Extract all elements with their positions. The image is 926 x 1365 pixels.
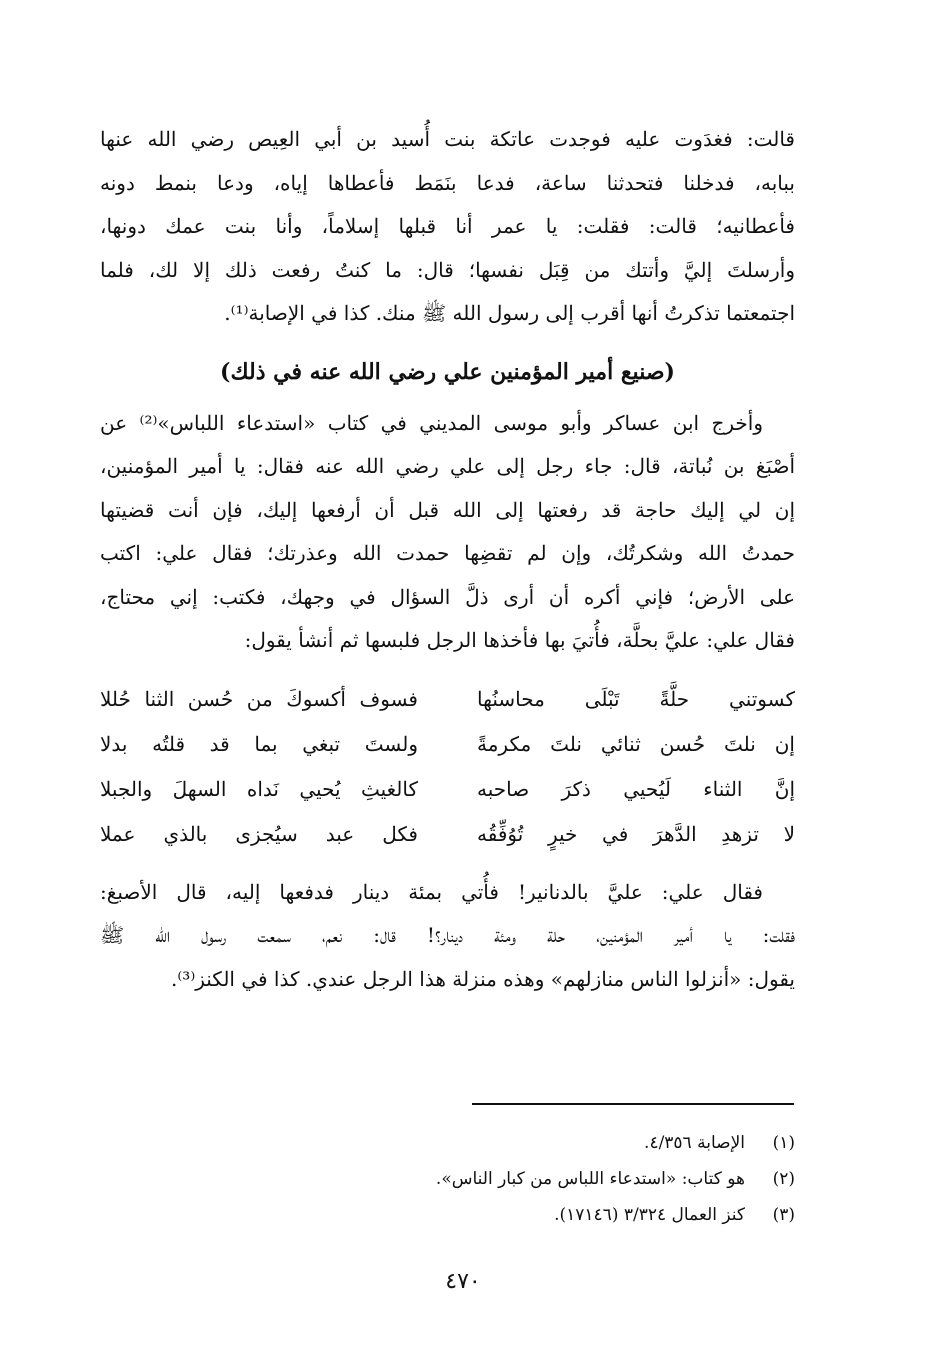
text-line: فأعطانيه؛ قالت: فقلت: يا عمر أنا قبلها إسلاماً، وأنا بنت عمك دونها، [100,214,795,238]
main-paragraph [100,402,795,663]
top-paragraph [100,118,795,336]
section-heading: (صنيع أمير المؤمنين علي رضي الله عنه في ذلك) [220,358,675,385]
footnote-text: كنز العمال ٣/٣٢٤ (١٧١٤٦). [554,1205,745,1225]
text-line: على الأرض؛ فإني أكره أن أرى ذلَّ السؤال في وجهك، فكتب: إني محتاج، [100,584,795,609]
footnote-number: (١) [772,1133,795,1153]
footnote-divider [472,1103,794,1105]
text-line: ببابه، فدخلنا فتحدثنا ساعة، فدعا بنَمَط فأعطاها إياه، ودعا بنمط دونه [100,170,795,195]
footnote-number: (٣) [772,1205,795,1225]
footnotes [300,1125,795,1233]
footnote [300,1125,795,1161]
text-line: يقول: «أنزلوا الناس منازلهم» وهذه منزلة هذا الرجل عندي. كذا في الكنز⁽³⁾. [171,966,795,991]
poem [100,677,795,857]
poem-verse [100,722,795,767]
text-line: فقال علي: عليَّ بحلَّة، فأُتيَ بها فأخذها الرجل فلبسها ثم أنشأ يقول: [244,628,795,652]
text-line: اجتمعتما تذكرتُ أنها أقرب إلى رسول الله ﷺ منك. كذا في الإصابة⁽¹⁾. [224,301,795,325]
text-line: أصْبَغ بن نُباتة، قال: جاء رجل إلى علي رضي الله عنه فقال: يا أمير المؤمنين، [100,454,795,478]
text-line: حمدتُ الله وشكرتُك، وإن لم تقضِها حمدت الله وعذرتك؛ فقال علي: اكتب [100,541,795,565]
footnote-text: هو كتاب: «استدعاء اللباس من كبار الناس». [435,1169,745,1189]
closing-paragraph [100,871,795,1002]
verse-second-hemistich: فسوف أكسوكَ من حُسن الثنا حُللا [100,686,418,711]
verse-first-hemistich: لا تزهدِ الدَّهرَ في خيرٍ تُوُفِّقُه [477,821,795,846]
text-line: وأخرج ابن عساكر وأبو موسى المديني في كتاب «استدعاء اللباس»⁽²⁾ عن [100,410,763,435]
verse-first-hemistich: إن نلتَ حُسن ثنائي نلتَ مكرمةً [477,731,795,756]
text-line: إن لي إليك حاجة قد رفعتها إلى الله قبل أن أرفعها إليك، فإن أنت قضيتها [100,497,795,522]
text-line: وأرسلتَ إليَّ وأتتك من قِبَل نفسها؛ قال: ما كنتُ رفعت ذلك إلا لك، فلما [100,257,795,282]
verse-second-hemistich: كالغيثِ يُحيي نَداه السهلَ والجبلا [100,776,418,801]
footnote-text: الإصابة ٤/٣٥٦. [644,1133,745,1153]
page-number: ٤٧٠ [445,1269,481,1294]
verse-second-hemistich: ولستَ تبغي بما قد قلتُه بدلا [100,731,418,756]
text-line: قالت: فغدَوت عليه فوجدت عاتكة بنت أُسيد بن أبي العِيص رضي الله عنها [100,127,795,151]
page-body [100,118,795,1001]
verse-second-hemistich: فكل عبد سيُجزى بالذي عملا [100,821,418,846]
footnote [300,1161,795,1197]
footnote-number: (٢) [772,1169,795,1189]
verse-first-hemistich: كسوتني حلَّةً تَبْلَى محاسنُها [477,686,795,711]
text-line: فقال علي: عليَّ بالدنانير! فأُتي بمئة دينار فدفعها إليه، قال الأصبغ: [100,879,763,904]
poem-verse [100,767,795,812]
footnote [300,1197,795,1233]
text-line: فقلت: يا أمير المؤمنين، حلة ومئة دينار؟! قال: نعم، سمعت رسول الله ﷺ [100,923,795,947]
verse-first-hemistich: إنَّ الثناء لَيُحيي ذكرَ صاحبه [477,776,795,801]
poem-verse [100,677,795,722]
poem-verse [100,812,795,857]
